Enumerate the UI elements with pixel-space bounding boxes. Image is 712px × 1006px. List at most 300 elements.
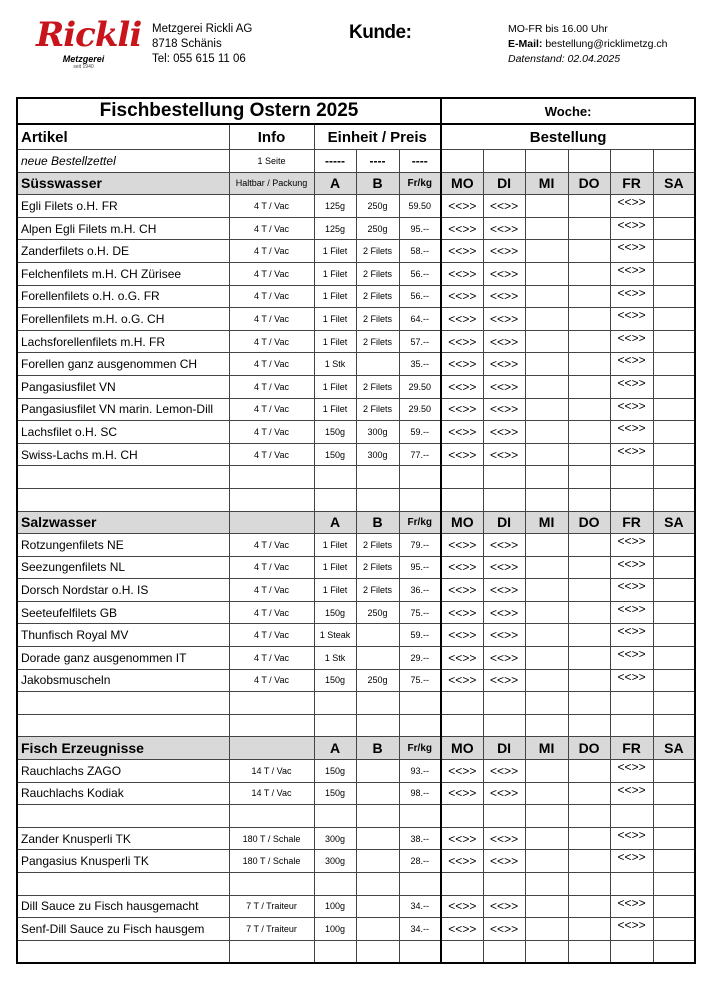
- price-per-kg: 56.--: [399, 262, 441, 285]
- price-header: Fr/kg: [399, 737, 441, 760]
- price-per-kg: 59.--: [399, 421, 441, 444]
- article-info: 4 T / Vac: [229, 308, 314, 331]
- article-row: [17, 421, 695, 444]
- email-label: E-Mail:: [508, 38, 543, 50]
- order-cell-mo[interactable]: <<>>: [441, 669, 483, 692]
- article-name: [17, 873, 229, 896]
- unit-b: [356, 353, 399, 376]
- unit-b: 250g: [356, 601, 399, 624]
- article-name: Lachsforellenfilets m.H. FR: [17, 330, 229, 353]
- order-cell-mi[interactable]: [525, 195, 568, 218]
- order-cell-mi[interactable]: [525, 240, 568, 263]
- order-cell-do[interactable]: [568, 850, 610, 873]
- order-cell-do[interactable]: [568, 285, 610, 308]
- order-cell-do[interactable]: [568, 714, 610, 737]
- order-cell-sa[interactable]: [653, 918, 695, 941]
- order-cell-sa[interactable]: [653, 940, 695, 963]
- unit-a: 150g: [314, 601, 356, 624]
- order-cell-sa[interactable]: [653, 624, 695, 647]
- order-cell-mo[interactable]: <<>>: [441, 601, 483, 624]
- order-cell-do[interactable]: [568, 353, 610, 376]
- order-cell-do[interactable]: [568, 398, 610, 421]
- article-info: 4 T / Vac: [229, 579, 314, 602]
- order-cell-do[interactable]: [568, 895, 610, 918]
- order-cell-di[interactable]: <<>>: [483, 895, 525, 918]
- order-cell[interactable]: [441, 150, 483, 173]
- order-cell-fr[interactable]: <<>>: [610, 308, 653, 331]
- order-cell-sa[interactable]: [653, 579, 695, 602]
- article-info: 4 T / Vac: [229, 240, 314, 263]
- order-cell-do[interactable]: [568, 624, 610, 647]
- order-cell-di[interactable]: <<>>: [483, 601, 525, 624]
- order-cell-fr[interactable]: <<>>: [610, 375, 653, 398]
- order-cell-sa[interactable]: [653, 466, 695, 489]
- woche-label: Woche:: [441, 98, 695, 124]
- order-cell-mo[interactable]: [441, 488, 483, 511]
- order-cell-mo[interactable]: <<>>: [441, 421, 483, 444]
- order-cell[interactable]: [610, 150, 653, 173]
- order-cell-fr[interactable]: <<>>: [610, 647, 653, 670]
- order-cell-sa[interactable]: [653, 647, 695, 670]
- order-cell-sa[interactable]: [653, 421, 695, 444]
- order-cell-mi[interactable]: [525, 330, 568, 353]
- order-cell-do[interactable]: [568, 782, 610, 805]
- order-cell-fr[interactable]: <<>>: [610, 240, 653, 263]
- order-cell-mi[interactable]: [525, 714, 568, 737]
- order-cell-sa[interactable]: [653, 692, 695, 715]
- order-cell-di[interactable]: <<>>: [483, 624, 525, 647]
- empty-row: [17, 805, 695, 828]
- order-cell-sa[interactable]: [653, 375, 695, 398]
- article-row: [17, 534, 695, 557]
- unit-b: [356, 466, 399, 489]
- order-cell-mi[interactable]: [525, 601, 568, 624]
- price-per-kg: 29.50: [399, 375, 441, 398]
- article-row: [17, 579, 695, 602]
- price-per-kg: 93.--: [399, 760, 441, 783]
- unit-b: [356, 647, 399, 670]
- order-cell-do[interactable]: [568, 195, 610, 218]
- order-cell-fr[interactable]: [610, 692, 653, 715]
- order-cell-fr[interactable]: <<>>: [610, 534, 653, 557]
- article-name: [17, 466, 229, 489]
- empty-row: [17, 488, 695, 511]
- neue-b: ----: [356, 150, 399, 173]
- order-cell-fr[interactable]: [610, 488, 653, 511]
- unit-a: 1 Stk: [314, 647, 356, 670]
- price-per-kg: 34.--: [399, 895, 441, 918]
- order-cell-mi[interactable]: [525, 398, 568, 421]
- order-cell-mo[interactable]: [441, 805, 483, 828]
- order-cell-fr[interactable]: <<>>: [610, 443, 653, 466]
- order-cell-do[interactable]: [568, 805, 610, 828]
- order-cell-mo[interactable]: <<>>: [441, 760, 483, 783]
- day-fr: FR: [610, 172, 653, 195]
- unit-b: 300g: [356, 421, 399, 444]
- price-per-kg: 64.--: [399, 308, 441, 331]
- article-name: Alpen Egli Filets m.H. CH: [17, 217, 229, 240]
- order-cell-fr[interactable]: <<>>: [610, 353, 653, 376]
- price-per-kg: [399, 692, 441, 715]
- rickli-logo: [36, 15, 142, 78]
- order-cell-sa[interactable]: [653, 443, 695, 466]
- unit-a: [314, 873, 356, 896]
- order-cell-di[interactable]: <<>>: [483, 850, 525, 873]
- order-cell-di[interactable]: [483, 805, 525, 828]
- hours: MO-FR bis 16.00 Uhr: [508, 23, 608, 35]
- email[interactable]: bestellung@ricklimetzg.ch: [545, 38, 668, 50]
- order-cell-di[interactable]: <<>>: [483, 217, 525, 240]
- order-cell-do[interactable]: [568, 375, 610, 398]
- order-cell-di[interactable]: [483, 488, 525, 511]
- article-name: Zander Knusperli TK: [17, 827, 229, 850]
- order-cell-do[interactable]: [568, 647, 610, 670]
- unit-b: 250g: [356, 669, 399, 692]
- order-cell-sa[interactable]: [653, 782, 695, 805]
- order-cell-sa[interactable]: [653, 217, 695, 240]
- price-per-kg: 29.--: [399, 647, 441, 670]
- price-per-kg: 75.--: [399, 601, 441, 624]
- order-cell-mi[interactable]: [525, 534, 568, 557]
- order-cell-do[interactable]: [568, 308, 610, 331]
- price-per-kg: 59.--: [399, 624, 441, 647]
- order-cell-fr[interactable]: <<>>: [610, 421, 653, 444]
- price-per-kg: 28.--: [399, 850, 441, 873]
- article-row: [17, 443, 695, 466]
- unit-b: 2 Filets: [356, 534, 399, 557]
- order-cell-fr[interactable]: <<>>: [610, 556, 653, 579]
- empty-row: [17, 692, 695, 715]
- order-cell-mi[interactable]: [525, 669, 568, 692]
- order-cell-fr[interactable]: <<>>: [610, 918, 653, 941]
- order-cell-mi[interactable]: [525, 217, 568, 240]
- order-cell-fr[interactable]: <<>>: [610, 579, 653, 602]
- order-cell-mo[interactable]: <<>>: [441, 398, 483, 421]
- order-cell-fr[interactable]: <<>>: [610, 669, 653, 692]
- article-row: [17, 782, 695, 805]
- order-cell-mi[interactable]: [525, 308, 568, 331]
- article-info: 4 T / Vac: [229, 195, 314, 218]
- order-cell-fr[interactable]: <<>>: [610, 398, 653, 421]
- order-cell-mi[interactable]: [525, 285, 568, 308]
- article-name: Thunfisch Royal MV: [17, 624, 229, 647]
- article-row: [17, 375, 695, 398]
- order-cell-mi[interactable]: [525, 579, 568, 602]
- title-row: [17, 98, 695, 124]
- article-name: [17, 940, 229, 963]
- order-cell-di[interactable]: [483, 466, 525, 489]
- order-cell-mo[interactable]: [441, 692, 483, 715]
- logo-sub: Metzgerei: [62, 54, 105, 64]
- unit-a: 1 Steak: [314, 624, 356, 647]
- order-cell-di[interactable]: [483, 692, 525, 715]
- order-cell-di[interactable]: <<>>: [483, 669, 525, 692]
- order-cell-sa[interactable]: [653, 488, 695, 511]
- price-per-kg: 58.--: [399, 240, 441, 263]
- order-cell[interactable]: [525, 150, 568, 173]
- order-cell-di[interactable]: [483, 873, 525, 896]
- day-sa: SA: [653, 511, 695, 534]
- order-cell-mi[interactable]: [525, 782, 568, 805]
- order-cell-mi[interactable]: [525, 466, 568, 489]
- price-per-kg: 77.--: [399, 443, 441, 466]
- article-info: 4 T / Vac: [229, 262, 314, 285]
- order-cell-mo[interactable]: <<>>: [441, 624, 483, 647]
- order-cell-do[interactable]: [568, 534, 610, 557]
- order-cell-do[interactable]: [568, 579, 610, 602]
- article-name: Egli Filets o.H. FR: [17, 195, 229, 218]
- order-cell[interactable]: [653, 150, 695, 173]
- order-cell-sa[interactable]: [653, 262, 695, 285]
- order-cell-mo[interactable]: <<>>: [441, 308, 483, 331]
- order-cell-do[interactable]: [568, 918, 610, 941]
- order-cell-mi[interactable]: [525, 918, 568, 941]
- order-cell-sa[interactable]: [653, 873, 695, 896]
- order-cell-di[interactable]: <<>>: [483, 918, 525, 941]
- order-cell-mi[interactable]: [525, 353, 568, 376]
- order-cell-mo[interactable]: <<>>: [441, 895, 483, 918]
- order-cell-di[interactable]: <<>>: [483, 353, 525, 376]
- order-cell[interactable]: [568, 150, 610, 173]
- order-cell-sa[interactable]: [653, 398, 695, 421]
- unit-a: [314, 488, 356, 511]
- order-cell-do[interactable]: [568, 240, 610, 263]
- order-cell-fr[interactable]: [610, 940, 653, 963]
- order-cell-sa[interactable]: [653, 895, 695, 918]
- order-cell-mo[interactable]: <<>>: [441, 534, 483, 557]
- price-per-kg: 79.--: [399, 534, 441, 557]
- order-cell-mi[interactable]: [525, 556, 568, 579]
- day-di: DI: [483, 172, 525, 195]
- order-cell-mo[interactable]: [441, 714, 483, 737]
- order-cell-di[interactable]: <<>>: [483, 375, 525, 398]
- order-cell-sa[interactable]: [653, 669, 695, 692]
- order-cell-di[interactable]: <<>>: [483, 240, 525, 263]
- order-cell-fr[interactable]: [610, 466, 653, 489]
- article-info: 4 T / Vac: [229, 669, 314, 692]
- order-cell-do[interactable]: [568, 827, 610, 850]
- kunde-label: Kunde:: [349, 22, 412, 43]
- order-cell-mo[interactable]: <<>>: [441, 262, 483, 285]
- order-cell-fr[interactable]: [610, 805, 653, 828]
- order-cell-do[interactable]: [568, 262, 610, 285]
- order-cell-di[interactable]: <<>>: [483, 647, 525, 670]
- order-cell-di[interactable]: <<>>: [483, 782, 525, 805]
- order-cell-fr[interactable]: <<>>: [610, 601, 653, 624]
- article-info: 180 T / Schale: [229, 827, 314, 850]
- order-cell-sa[interactable]: [653, 308, 695, 331]
- order-cell-fr[interactable]: <<>>: [610, 895, 653, 918]
- order-cell-mo[interactable]: <<>>: [441, 375, 483, 398]
- company-name: Metzgerei Rickli AG: [152, 23, 253, 35]
- order-cell-mi[interactable]: [525, 805, 568, 828]
- order-cell-do[interactable]: [568, 330, 610, 353]
- unit-a: 1 Filet: [314, 240, 356, 263]
- unit-b: [356, 760, 399, 783]
- order-cell-mi[interactable]: [525, 940, 568, 963]
- order-cell-mo[interactable]: <<>>: [441, 782, 483, 805]
- order-cell-sa[interactable]: [653, 330, 695, 353]
- order-cell-mo[interactable]: <<>>: [441, 353, 483, 376]
- order-cell-mo[interactable]: [441, 873, 483, 896]
- order-cell-do[interactable]: [568, 466, 610, 489]
- unit-a-header: A: [314, 737, 356, 760]
- order-cell-di[interactable]: <<>>: [483, 534, 525, 557]
- order-cell-di[interactable]: <<>>: [483, 827, 525, 850]
- order-cell-sa[interactable]: [653, 760, 695, 783]
- order-cell-sa[interactable]: [653, 850, 695, 873]
- order-cell-sa[interactable]: [653, 285, 695, 308]
- price-per-kg: [399, 873, 441, 896]
- unit-b: [356, 895, 399, 918]
- order-cell-do[interactable]: [568, 873, 610, 896]
- day-sa: SA: [653, 172, 695, 195]
- order-cell-do[interactable]: [568, 556, 610, 579]
- unit-b: 250g: [356, 217, 399, 240]
- order-cell-di[interactable]: <<>>: [483, 330, 525, 353]
- article-info: 4 T / Vac: [229, 556, 314, 579]
- order-cell-sa[interactable]: [653, 556, 695, 579]
- order-cell-do[interactable]: [568, 669, 610, 692]
- order-cell-fr[interactable]: [610, 873, 653, 896]
- article-row: [17, 647, 695, 670]
- day-do: DO: [568, 172, 610, 195]
- order-cell-sa[interactable]: [653, 240, 695, 263]
- order-cell-sa[interactable]: [653, 827, 695, 850]
- company-tel: Tel: 055 615 11 06: [152, 53, 246, 65]
- order-cell-fr[interactable]: <<>>: [610, 760, 653, 783]
- order-cell-sa[interactable]: [653, 601, 695, 624]
- order-cell-do[interactable]: [568, 421, 610, 444]
- order-cell-di[interactable]: <<>>: [483, 398, 525, 421]
- order-cell-di[interactable]: <<>>: [483, 443, 525, 466]
- unit-b: 2 Filets: [356, 579, 399, 602]
- order-cell-di[interactable]: <<>>: [483, 262, 525, 285]
- order-cell-mo[interactable]: <<>>: [441, 850, 483, 873]
- neue-a: -----: [314, 150, 356, 173]
- order-cell-mo[interactable]: [441, 466, 483, 489]
- order-cell-mi[interactable]: [525, 873, 568, 896]
- unit-b: [356, 624, 399, 647]
- order-cell-fr[interactable]: <<>>: [610, 262, 653, 285]
- order-cell-mi[interactable]: [525, 827, 568, 850]
- order-cell-mi[interactable]: [525, 895, 568, 918]
- price-per-kg: 38.--: [399, 827, 441, 850]
- order-cell-do[interactable]: [568, 443, 610, 466]
- article-name: Zanderfilets o.H. DE: [17, 240, 229, 263]
- article-name: Dorsch Nordstar o.H. IS: [17, 579, 229, 602]
- order-cell-fr[interactable]: <<>>: [610, 624, 653, 647]
- order-cell-di[interactable]: <<>>: [483, 421, 525, 444]
- order-cell-sa[interactable]: [653, 534, 695, 557]
- order-cell-fr[interactable]: <<>>: [610, 217, 653, 240]
- order-cell-mi[interactable]: [525, 760, 568, 783]
- unit-b: [356, 692, 399, 715]
- article-info: 4 T / Vac: [229, 353, 314, 376]
- col-einheit-preis: Einheit / Preis: [314, 124, 441, 150]
- order-cell-do[interactable]: [568, 692, 610, 715]
- article-info: 4 T / Vac: [229, 217, 314, 240]
- article-name: Pangasiusfilet VN marin. Lemon-Dill: [17, 398, 229, 421]
- order-cell-mo[interactable]: <<>>: [441, 443, 483, 466]
- order-cell-sa[interactable]: [653, 195, 695, 218]
- order-cell-mi[interactable]: [525, 443, 568, 466]
- order-cell-mo[interactable]: <<>>: [441, 240, 483, 263]
- order-cell-mi[interactable]: [525, 488, 568, 511]
- order-cell-di[interactable]: <<>>: [483, 285, 525, 308]
- order-cell-mo[interactable]: <<>>: [441, 918, 483, 941]
- order-cell-do[interactable]: [568, 601, 610, 624]
- order-cell-di[interactable]: <<>>: [483, 556, 525, 579]
- order-table: [16, 97, 696, 964]
- order-cell-mo[interactable]: <<>>: [441, 556, 483, 579]
- order-cell-fr[interactable]: [610, 714, 653, 737]
- order-cell-mo[interactable]: <<>>: [441, 579, 483, 602]
- article-name: [17, 714, 229, 737]
- order-cell-mi[interactable]: [525, 647, 568, 670]
- article-info: 14 T / Vac: [229, 760, 314, 783]
- order-cell-mo[interactable]: <<>>: [441, 285, 483, 308]
- order-cell-di[interactable]: <<>>: [483, 579, 525, 602]
- order-info: [508, 22, 667, 67]
- article-name: [17, 692, 229, 715]
- order-cell-di[interactable]: [483, 714, 525, 737]
- order-cell-do[interactable]: [568, 940, 610, 963]
- order-cell-do[interactable]: [568, 217, 610, 240]
- order-cell-mo[interactable]: <<>>: [441, 827, 483, 850]
- order-cell-fr[interactable]: <<>>: [610, 330, 653, 353]
- article-info: 4 T / Vac: [229, 601, 314, 624]
- order-cell-mi[interactable]: [525, 692, 568, 715]
- order-cell-mo[interactable]: [441, 940, 483, 963]
- order-cell-do[interactable]: [568, 760, 610, 783]
- unit-a: 1 Filet: [314, 556, 356, 579]
- order-cell-sa[interactable]: [653, 805, 695, 828]
- section-header-row: [17, 737, 695, 760]
- order-cell-sa[interactable]: [653, 353, 695, 376]
- order-cell-fr[interactable]: <<>>: [610, 285, 653, 308]
- empty-row: [17, 873, 695, 896]
- day-do: DO: [568, 737, 610, 760]
- order-cell-mi[interactable]: [525, 624, 568, 647]
- order-cell-mo[interactable]: <<>>: [441, 217, 483, 240]
- order-cell-di[interactable]: <<>>: [483, 760, 525, 783]
- company-city: 8718 Schänis: [152, 38, 222, 50]
- price-per-kg: [399, 714, 441, 737]
- order-cell-fr[interactable]: <<>>: [610, 850, 653, 873]
- order-cell-do[interactable]: [568, 488, 610, 511]
- article-info: 4 T / Vac: [229, 375, 314, 398]
- order-cell[interactable]: [483, 150, 525, 173]
- section-name: Salzwasser: [17, 511, 229, 534]
- order-cell-fr[interactable]: <<>>: [610, 782, 653, 805]
- order-cell-fr[interactable]: <<>>: [610, 195, 653, 218]
- order-cell-fr[interactable]: <<>>: [610, 827, 653, 850]
- order-cell-sa[interactable]: [653, 714, 695, 737]
- order-cell-mo[interactable]: <<>>: [441, 330, 483, 353]
- order-cell-mi[interactable]: [525, 262, 568, 285]
- order-cell-mi[interactable]: [525, 421, 568, 444]
- article-row: [17, 262, 695, 285]
- order-cell-mo[interactable]: <<>>: [441, 195, 483, 218]
- order-cell-mi[interactable]: [525, 850, 568, 873]
- order-cell-mi[interactable]: [525, 375, 568, 398]
- order-cell-di[interactable]: [483, 940, 525, 963]
- order-cell-di[interactable]: <<>>: [483, 195, 525, 218]
- article-row: [17, 556, 695, 579]
- order-cell-mo[interactable]: <<>>: [441, 647, 483, 670]
- order-cell-di[interactable]: <<>>: [483, 308, 525, 331]
